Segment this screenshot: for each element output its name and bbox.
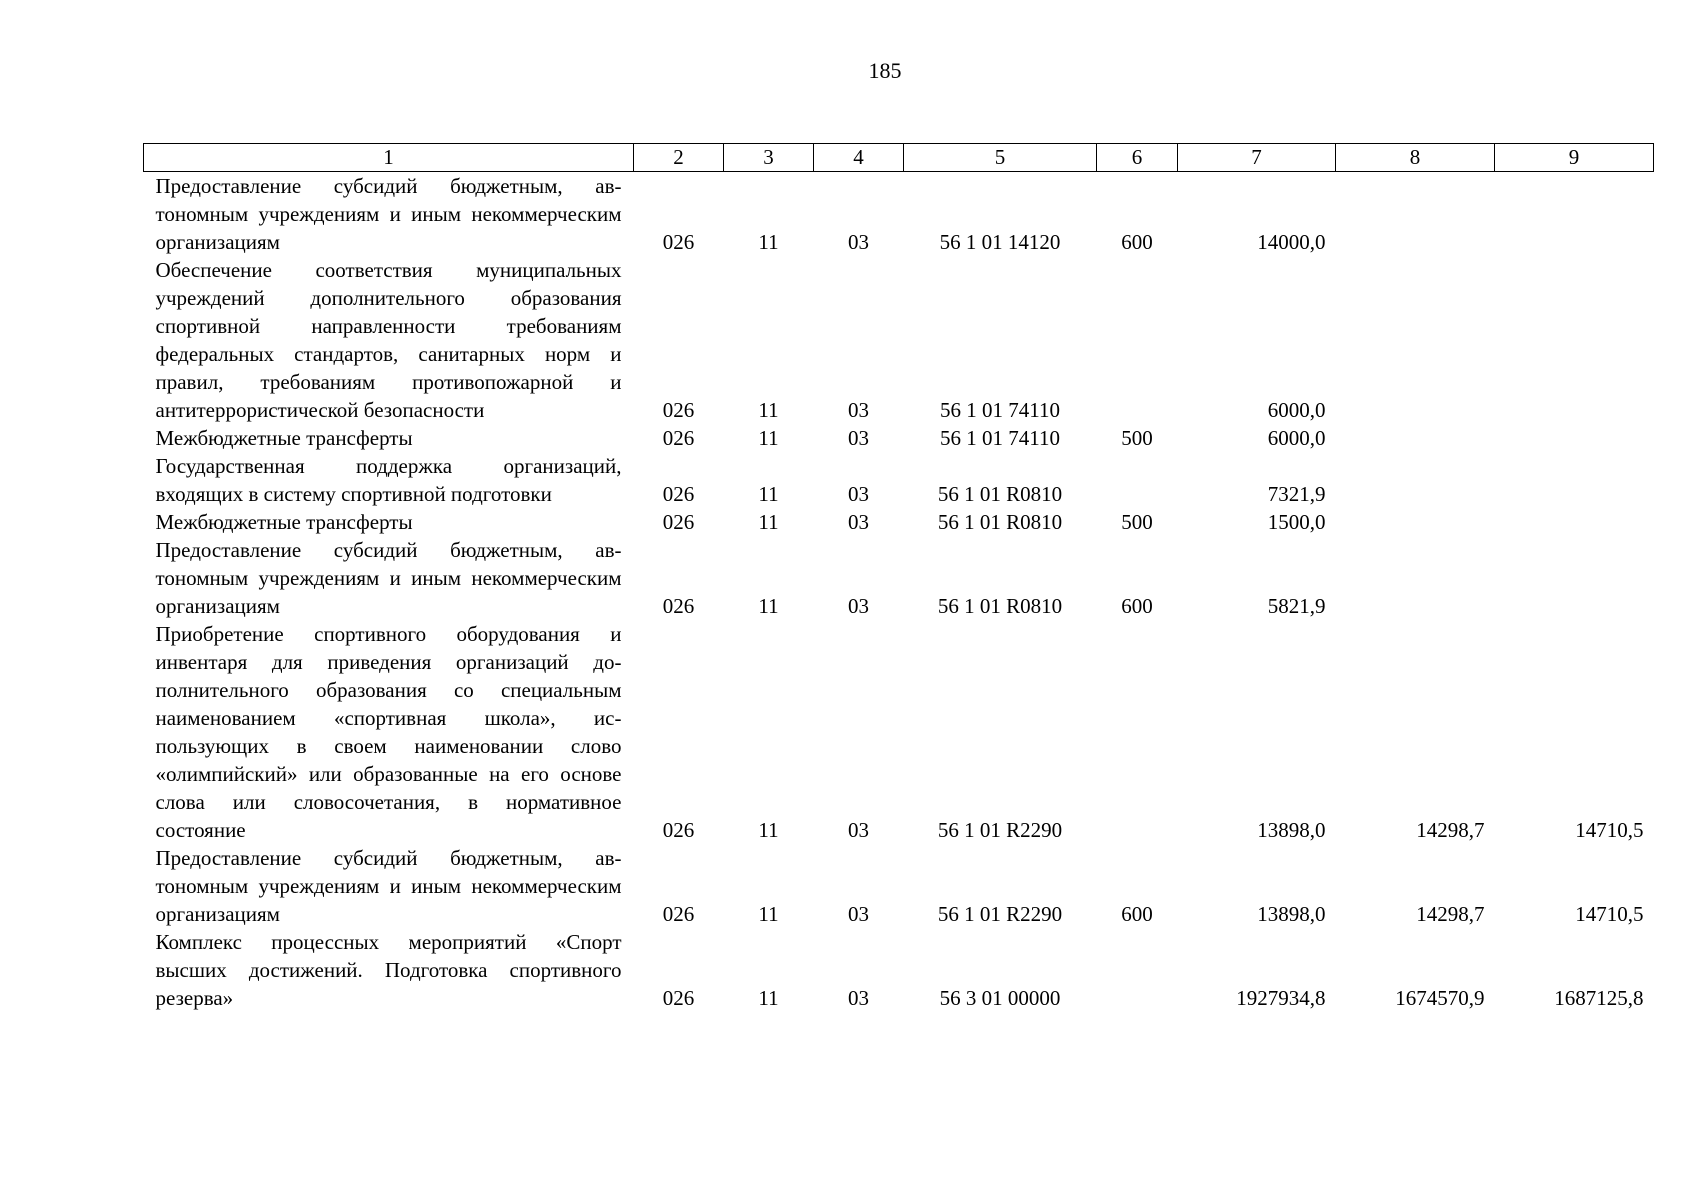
row-name: Приобретение спортивного оборудования и инвентаря для приведения организаций дополнительного образования со специальным наименованием «спортивная школа», использующих в своем наименовании слово «олимпийский» или образованные на его основе слова или словосочетания, в нормативное состояние <box>155 622 622 842</box>
cell-ministry: 026 <box>662 482 695 506</box>
cell-target-article: 56 1 01 R0810 <box>937 594 1063 618</box>
cell-amount-3 <box>1495 172 1654 257</box>
cell-amount-1: 5821,9 <box>1267 594 1326 618</box>
cell-subsection: 03 <box>848 986 869 1010</box>
cell-expense-type <box>1097 928 1178 1012</box>
cell-target-article: 56 1 01 74110 <box>940 426 1060 450</box>
cell-ministry: 026 <box>662 510 695 534</box>
cell-section: 11 <box>758 398 779 422</box>
cell-section: 11 <box>758 902 779 926</box>
cell-subsection: 03 <box>848 594 869 618</box>
cell-amount-2 <box>1336 256 1495 424</box>
header-cell: 7 <box>1178 144 1336 172</box>
cell-section: 11 <box>758 594 779 618</box>
cell-section: 11 <box>758 986 779 1010</box>
cell-amount-2 <box>1336 508 1495 536</box>
budget-table <box>143 143 1654 1012</box>
cell-subsection: 03 <box>848 510 869 534</box>
cell-expense-type: 600 <box>1121 902 1153 926</box>
cell-amount-3: 14710,5 <box>1575 818 1644 842</box>
row-name: Обеспечение соответствия муниципальных учреждений дополнительного образования спортивной направленности требованиям федеральных стандартов, санитарных норм и правил, требованиям противопожарной и антитеррористической безопасности <box>155 258 622 422</box>
cell-ministry: 026 <box>662 230 695 254</box>
cell-expense-type <box>1097 256 1178 424</box>
table-row <box>144 452 1654 508</box>
cell-amount-1: 6000,0 <box>1267 398 1326 422</box>
cell-ministry: 026 <box>662 594 695 618</box>
cell-subsection: 03 <box>848 818 869 842</box>
cell-amount-3: 1687125,8 <box>1554 986 1644 1010</box>
cell-amount-3 <box>1495 256 1654 424</box>
cell-expense-type <box>1097 452 1178 508</box>
cell-amount-2 <box>1336 172 1495 257</box>
cell-amount-2: 14298,7 <box>1416 818 1485 842</box>
cell-target-article: 56 3 01 00000 <box>939 986 1061 1010</box>
row-name: Межбюджетные трансферты <box>155 426 413 450</box>
cell-section: 11 <box>758 230 779 254</box>
row-name: Предоставление субсидий бюджетным, автономным учреждениям и иным некоммерческим организациям <box>155 174 622 254</box>
cell-amount-2: 1674570,9 <box>1395 986 1485 1010</box>
cell-section: 11 <box>758 818 779 842</box>
cell-section: 11 <box>758 426 779 450</box>
table-row <box>144 536 1654 620</box>
cell-target-article: 56 1 01 R2290 <box>937 818 1063 842</box>
header-row <box>144 144 1654 172</box>
cell-subsection: 03 <box>848 902 869 926</box>
row-name: Предоставление субсидий бюджетным, автономным учреждениям и иным некоммерческим организациям <box>155 846 622 926</box>
table-row <box>144 424 1654 452</box>
table-row <box>144 508 1654 536</box>
cell-subsection: 03 <box>848 230 869 254</box>
cell-amount-1: 1500,0 <box>1267 510 1326 534</box>
cell-amount-1: 14000,0 <box>1257 230 1326 254</box>
cell-target-article: 56 1 01 R0810 <box>937 510 1063 534</box>
table-row <box>144 172 1654 257</box>
row-name: Предоставление субсидий бюджетным, автономным учреждениям и иным некоммерческим организациям <box>155 538 622 618</box>
header-cell: 2 <box>634 144 724 172</box>
cell-amount-1: 1927934,8 <box>1236 986 1326 1010</box>
cell-ministry: 026 <box>662 902 695 926</box>
cell-subsection: 03 <box>848 426 869 450</box>
header-cell: 6 <box>1097 144 1178 172</box>
cell-subsection: 03 <box>848 398 869 422</box>
cell-expense-type: 600 <box>1121 230 1153 254</box>
table-row <box>144 620 1654 844</box>
cell-section: 11 <box>758 510 779 534</box>
cell-amount-1: 6000,0 <box>1267 426 1326 450</box>
cell-amount-3 <box>1495 424 1654 452</box>
cell-amount-1: 13898,0 <box>1257 902 1326 926</box>
cell-amount-3 <box>1495 536 1654 620</box>
page-number: 185 <box>868 58 902 83</box>
cell-amount-2 <box>1336 536 1495 620</box>
header-cell: 4 <box>814 144 904 172</box>
cell-target-article: 56 1 01 14120 <box>939 230 1061 254</box>
header-cell: 9 <box>1495 144 1654 172</box>
row-name: Межбюджетные трансферты <box>155 510 413 534</box>
header-cell: 8 <box>1336 144 1495 172</box>
header-cell: 5 <box>904 144 1097 172</box>
cell-amount-2: 14298,7 <box>1416 902 1485 926</box>
cell-expense-type: 500 <box>1121 426 1153 450</box>
cell-amount-1: 13898,0 <box>1257 818 1326 842</box>
cell-amount-3: 14710,5 <box>1575 902 1644 926</box>
header-cell: 3 <box>724 144 814 172</box>
cell-amount-2 <box>1336 424 1495 452</box>
cell-section: 11 <box>758 482 779 506</box>
cell-amount-3 <box>1495 452 1654 508</box>
cell-amount-1: 7321,9 <box>1267 482 1326 506</box>
cell-expense-type: 600 <box>1121 594 1153 618</box>
cell-ministry: 026 <box>662 398 695 422</box>
table-header <box>144 144 1654 172</box>
cell-amount-2 <box>1336 452 1495 508</box>
table-row <box>144 256 1654 424</box>
row-name: Комплекс процессных мероприятий «Спорт высших достижений. Подготовка спортивного резерва» <box>155 930 622 1010</box>
cell-amount-3 <box>1495 508 1654 536</box>
cell-expense-type: 500 <box>1121 510 1153 534</box>
cell-ministry: 026 <box>662 986 695 1010</box>
cell-target-article: 56 1 01 R2290 <box>937 902 1063 926</box>
cell-target-article: 56 1 01 74110 <box>940 398 1060 422</box>
cell-ministry: 026 <box>662 426 695 450</box>
row-name: Государственная поддержка организаций, входящих в систему спортивной подготовки <box>155 454 622 506</box>
table-row <box>144 928 1654 1012</box>
cell-target-article: 56 1 01 R0810 <box>937 482 1063 506</box>
table-row <box>144 844 1654 928</box>
header-cell: 1 <box>144 144 634 172</box>
cell-subsection: 03 <box>848 482 869 506</box>
cell-expense-type <box>1097 620 1178 844</box>
cell-ministry: 026 <box>662 818 695 842</box>
table-body <box>144 172 1654 1013</box>
